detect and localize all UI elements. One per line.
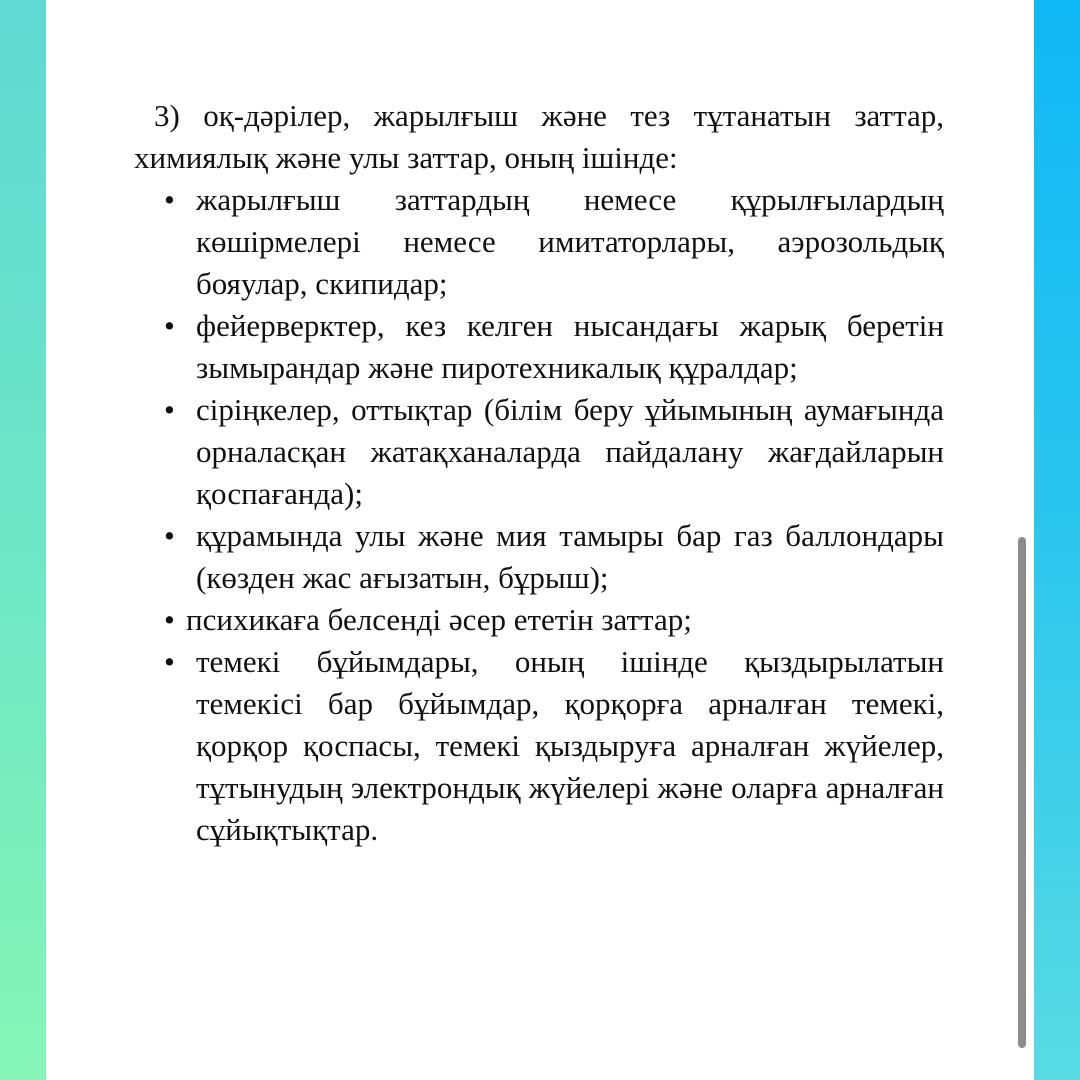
list-item [134, 389, 944, 515]
bullet-icon: • [164, 392, 175, 427]
list-item [134, 641, 944, 851]
list-item-text: құрамында улы және мия тамыры бар газ баллондары (көзден жас ағызатын, бұрыш); [196, 518, 944, 595]
left-gradient-border [0, 0, 46, 1080]
list-item [134, 515, 944, 599]
item-list [134, 179, 944, 851]
list-item [134, 599, 944, 641]
list-item [134, 305, 944, 389]
list-item-text: фейерверктер, кез келген нысандағы жарық беретін зымырандар және пиротехникалық құралдар; [196, 308, 944, 385]
list-item-text: темекі бұйымдары, оның ішінде қыздырылатын темекісі бар бұйымдар, қорқорға арналған темекі, қорқор қоспасы, темекі қыздыруға арналған жүйелер, тұтынудың электрондық жүйелері және оларға арналған сұйықтықтар. [196, 644, 944, 847]
bullet-icon: • [164, 518, 175, 553]
document-content [134, 95, 944, 851]
list-item-text: жарылғыш заттардың немесе құрылғылардың көшірмелері немесе имитаторлары, аэрозольдық бояулар, скипидар; [196, 182, 944, 301]
vertical-scrollbar[interactable] [1018, 537, 1026, 1048]
intro-paragraph: 3) оқ-дәрілер, жарылғыш және тез тұтанатын заттар, химиялық және улы заттар, оның ішінде: [134, 98, 944, 175]
bullet-icon: • [164, 308, 175, 343]
list-item [134, 179, 944, 305]
right-gradient-border [1034, 0, 1080, 1080]
list-item-text: сіріңкелер, оттықтар (білім беру ұйымының аумағында орналасқан жатақханаларда пайдалану жағдайларын қоспағанда); [196, 392, 944, 511]
bullet-icon: • [164, 602, 175, 637]
bullet-icon: • [164, 182, 175, 217]
bullet-icon: • [164, 644, 175, 679]
list-item-text: психикаға белсенді әсер ететін заттар; [186, 602, 692, 637]
